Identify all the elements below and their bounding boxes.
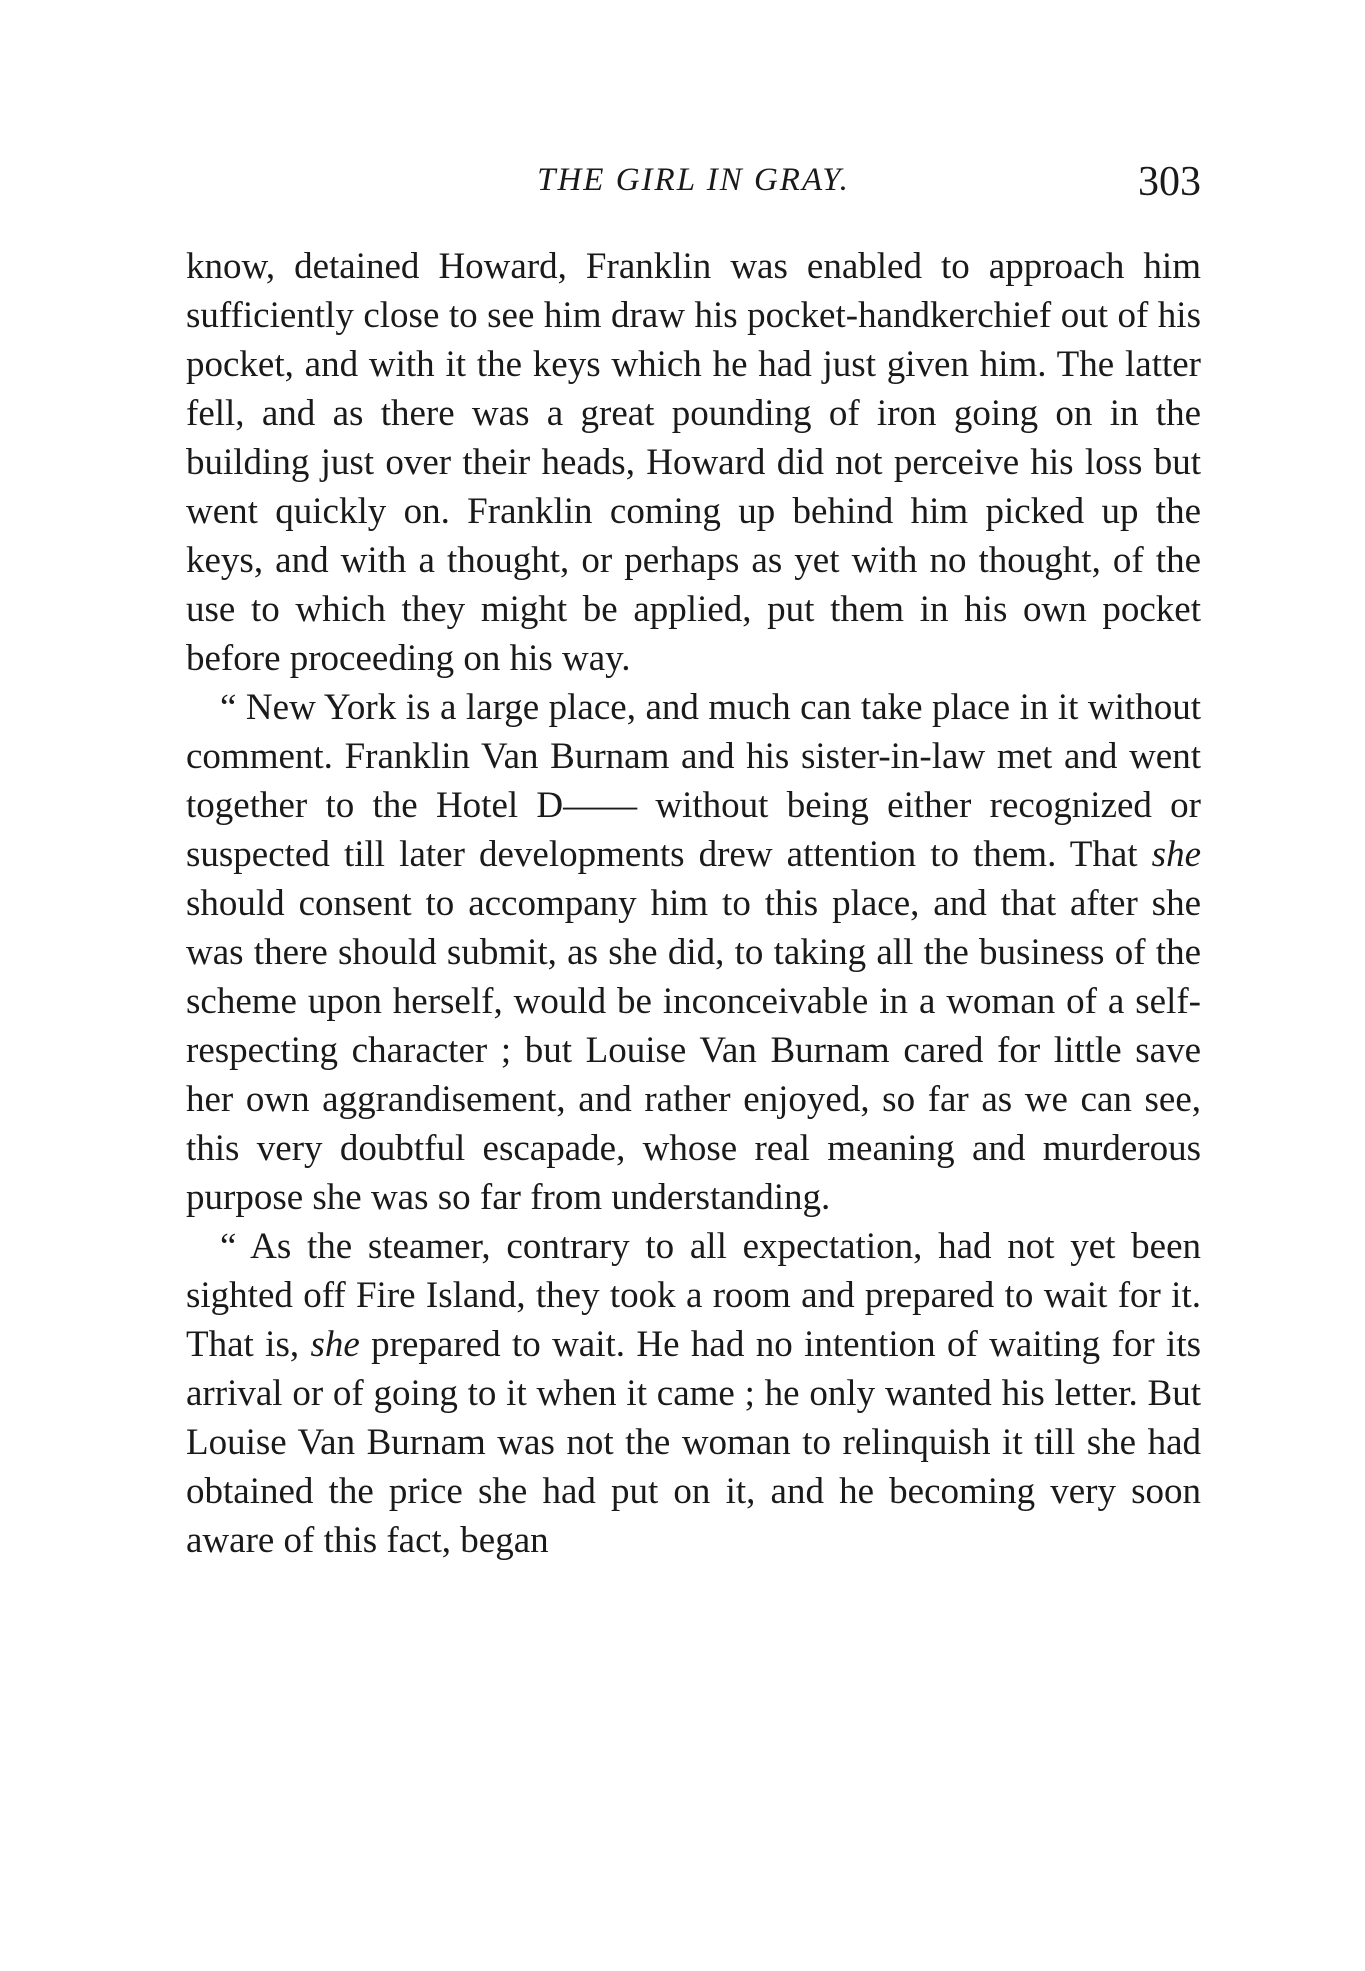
paragraph-2 [186, 683, 1201, 1222]
paragraph-3 [186, 1222, 1201, 1565]
paragraph-3-text-b: prepared to wait. He had no intention of waiting for its arrival or of going to it when it came ; he only wanted his letter. But Louise Van Burnam was not the woman to relinquish it till she had obtained the price she had put on it, and he becoming very soon aware of this fact, began [186, 1324, 1201, 1561]
paragraph-2-text-a: “ New York is a large place, and much can take place in it without comment. Franklin Van Burnam and his sister-in-law met and went together to the Hotel D—— without being either recognized or suspected till later developments drew attention to them. That [186, 687, 1201, 875]
paragraph-2-emphasis: she [1151, 834, 1201, 875]
paragraph-3-text-a: “ As the steamer, contrary to all expectation, had not yet been sighted off Fire Island, they took a room and prepared to wait for it. That is, [186, 1226, 1201, 1365]
page-number: 303 [1138, 159, 1201, 205]
paragraph-3-emphasis: she [310, 1324, 360, 1365]
paragraph-2-text-b: should consent to accompany him to this place, and that after she was there should submit, as she did, to taking all the business of the scheme upon herself, would be inconceivable in a woman of a self-respecting character ; but Louise Van Burnam cared for little save her own aggrandisement, and rather enjoyed, so far as we can see, this very doubtful escapade, whose real meaning and murderous purpose she was so far from understanding. [186, 883, 1201, 1218]
paragraph-1 [186, 242, 1201, 683]
paragraph-1-text: know, detained Howard, Franklin was enabled to approach him sufficiently close to see him draw his pocket-handkerchief out of his pocket, and with it the keys which he had just given him. The latter fell, and as there was a great pounding of iron going on in the building just over their heads, Howard did not perceive his loss but went quickly on. Franklin coming up behind him picked up the keys, and with a thought, or perhaps as yet with no thought, of the use to which they might be applied, put them in his own pocket before proceeding on his way. [186, 246, 1201, 679]
running-title: THE GIRL IN GRAY. [537, 162, 850, 198]
body-text [186, 242, 1201, 1565]
running-head [186, 150, 1201, 210]
